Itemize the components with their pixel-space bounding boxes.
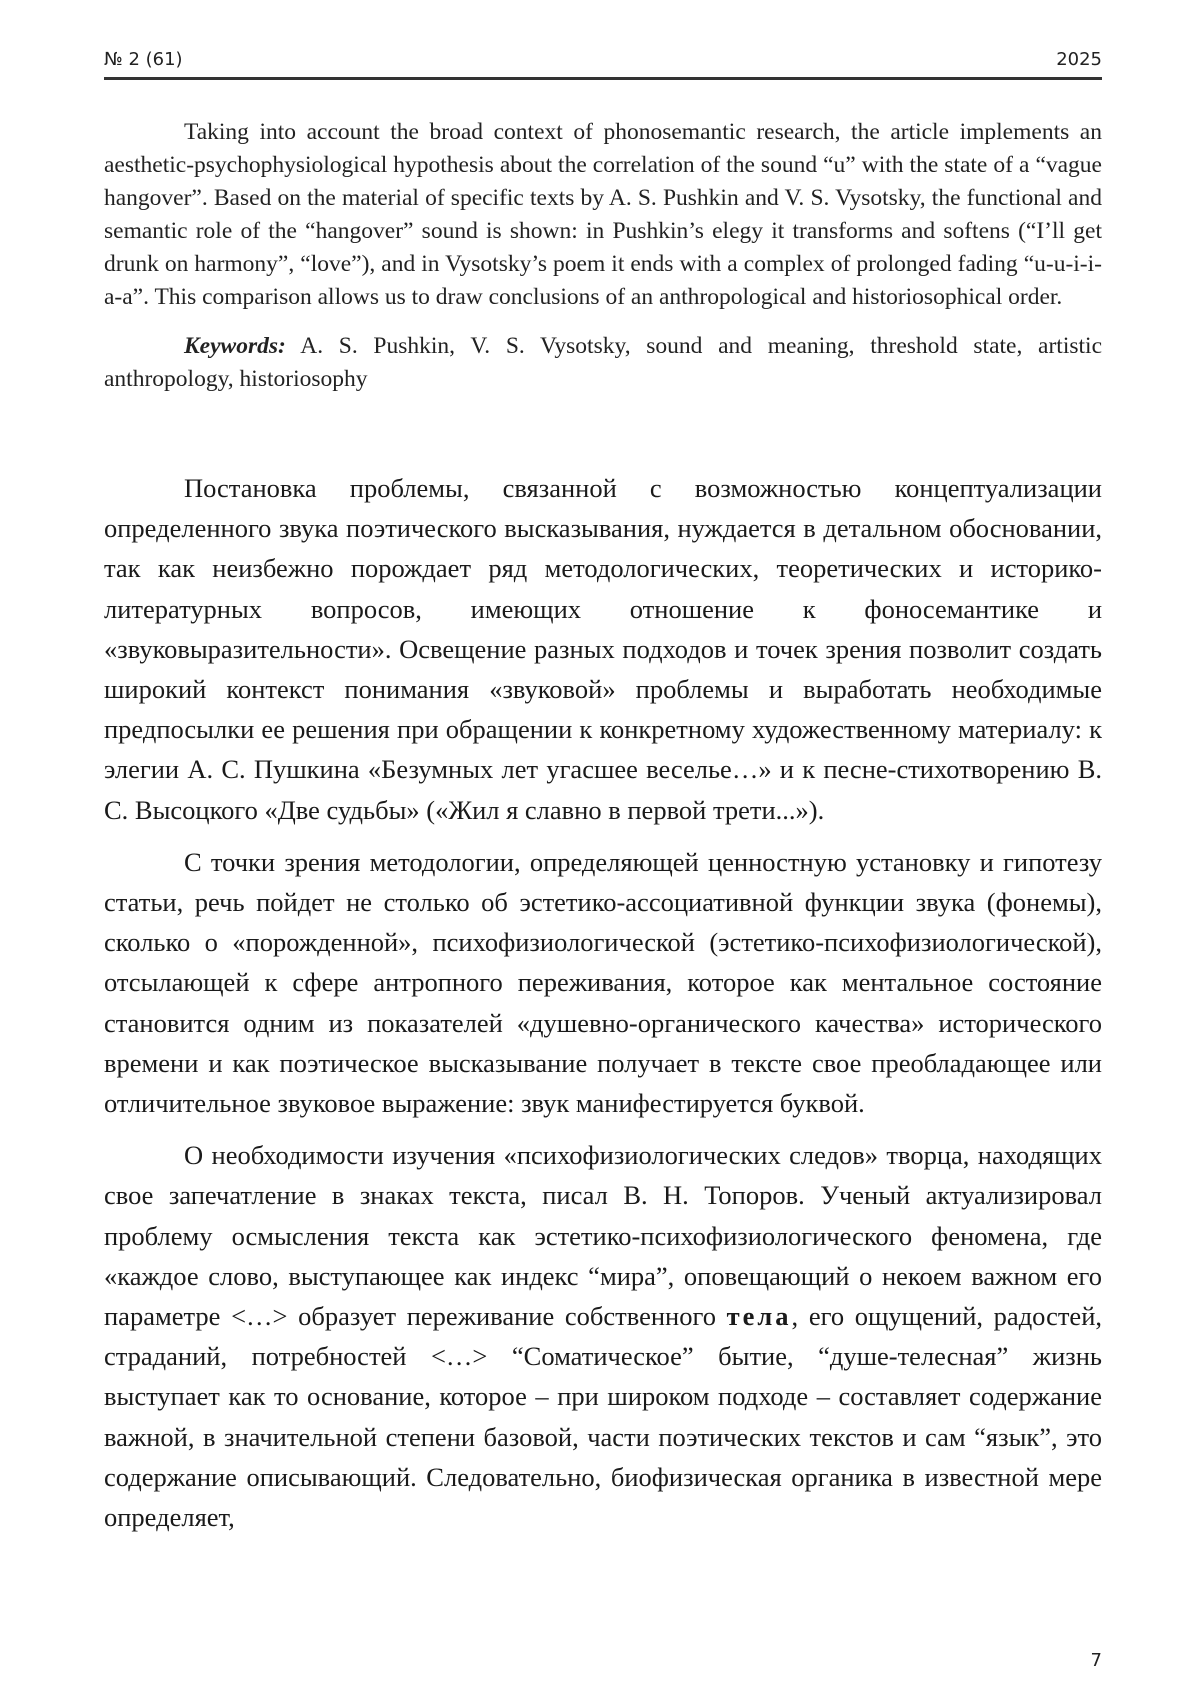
paragraph-3-text-a: О необходимости изучения «психофизиологических следов» творца, находящих свое запечатление в знаках текста, писал В. Н. Топоров. Ученый актуализировал проблему осмысления текста как эстетико-психофизиологического феномена, где «каждое слово, выступающее как индекс “мира”, оповещающий о некоем важном его параметре <…> образует переживание собственного	[104, 1140, 1102, 1332]
keywords-label: Keywords:	[184, 333, 286, 359]
publication-year: 2025	[1056, 49, 1102, 70]
issue-number: № 2 (61)	[104, 49, 183, 70]
body-paragraph-1: Постановка проблемы, связанной с возможностью концептуализации определенного звука поэтического высказывания, нуждается в детальном обосновании, так как неизбежно порождает ряд методологических, теоретических и историко-литературных вопросов, имеющих отношение к фоносемантике и «звуковыразительности». Освещение разных подходов и точек зрения позволит создать широкий контекст понимания «звуковой» проблемы и выработать необходимые предпосылки ее решения при обращении к конкретному художественному материалу: к элегии А. С. Пушкина «Безумных лет угасшее веселье…» и к песне-стихотворению В. С. Высоцкого «Две судьбы» («Жил я славно в первой трети...»).	[104, 473, 1102, 825]
abstract-text: Taking into account the broad context of phonosemantic research, the article implements an aesthetic-psychophysiological hypothesis about the correlation of the sound “u” with the state of a “vague hangover”. Based on the material of specific texts by A. S. Pushkin and V. S. Vysotsky, the functional and semantic role of the “hangover” sound is shown: in Pushkin’s elegy it transforms and softens (“I’ll get drunk on harmony”, “love”), and in Vysotsky’s poem it ends with a complex of prolonged fading “u-u-i-i-a-a”. This comparison allows us to draw conclusions of an anthropological and historiosophical order.	[104, 119, 1102, 310]
body-paragraph-3	[104, 1135, 1102, 1537]
abstract-section	[104, 116, 1102, 396]
body-paragraph-2: С точки зрения методологии, определяющей ценностную установку и гипотезу статьи, речь пойдет не столько об эстетико-ассоциативной функции звука (фонемы), сколько о «порожденной», психофизиологической (эстетико-психофизиологической), отсылающей к сфере антропного переживания, которое как ментальное состояние становится одним из показателей «душевно-органического качества» исторического времени и как поэтическое высказывание получает в тексте свое преобладающее или отличительное звуковое выражение: звук манифестируется буквой.	[104, 846, 1102, 1119]
header-divider	[104, 77, 1102, 80]
paragraph-3-text-b: , его ощущений, радостей, страданий, потребностей <…> “Соматическое” бытие, “душе-телесная” жизнь выступает как то основание, которое – при широком подходе – составляет содержание важной, в значительной степени базовой, части поэтических текстов и сам “язык”, это содержание описывающий. Следовательно, биофизическая органика в известной мере определяет,	[104, 1301, 1102, 1533]
running-header	[104, 46, 1102, 76]
page-number: 7	[1090, 1650, 1102, 1671]
keywords-list: A. S. Pushkin, V. S. Vysotsky, sound and meaning, threshold state, artistic anthropology, historiosophy	[104, 333, 1102, 392]
article-body	[104, 468, 1102, 1549]
emphasized-word: тела	[726, 1301, 792, 1332]
keywords-paragraph	[104, 330, 1102, 396]
